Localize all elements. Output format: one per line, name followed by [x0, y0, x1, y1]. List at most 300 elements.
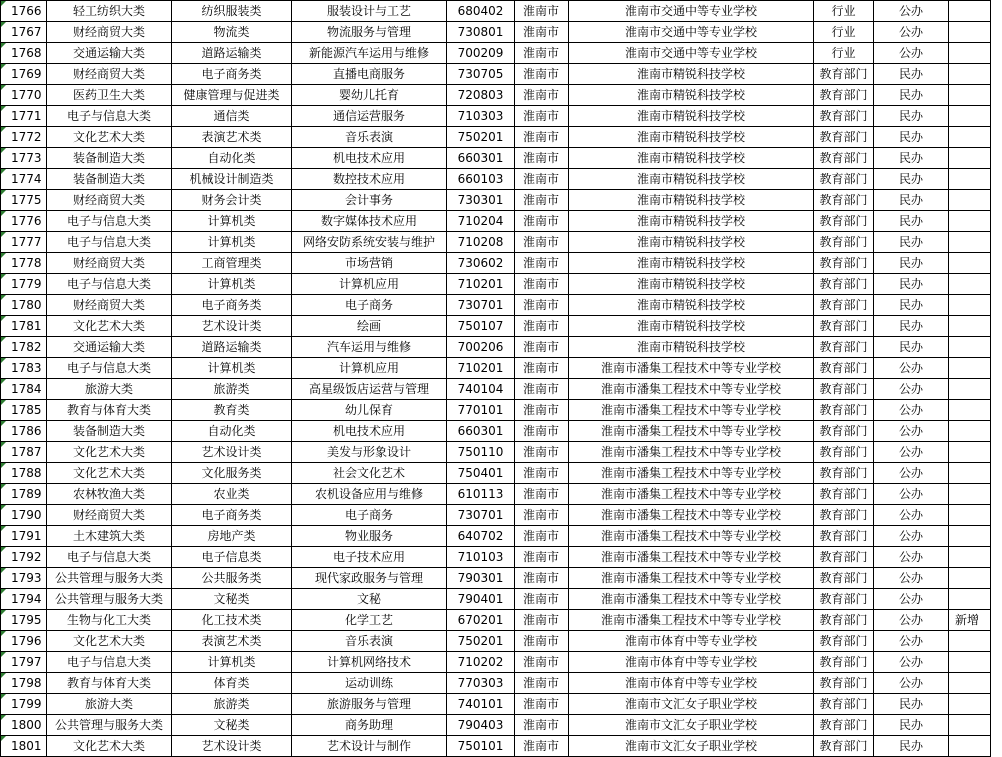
cell-note[interactable]	[949, 85, 991, 106]
cell-nature[interactable]: 民办	[874, 148, 949, 169]
cell-category[interactable]: 文化艺术大类	[47, 463, 172, 484]
cell-authority[interactable]: 教育部门	[814, 442, 874, 463]
cell-subcategory[interactable]: 财务会计类	[172, 190, 292, 211]
cell-city[interactable]: 淮南市	[515, 106, 569, 127]
cell-authority[interactable]: 教育部门	[814, 232, 874, 253]
cell-code[interactable]: 670201	[447, 610, 515, 631]
cell-city[interactable]: 淮南市	[515, 400, 569, 421]
cell-nature[interactable]: 公办	[874, 421, 949, 442]
cell-school[interactable]: 淮南市精锐科技学校	[569, 274, 814, 295]
cell-seq[interactable]: 1782	[1, 337, 47, 358]
cell-city[interactable]: 淮南市	[515, 673, 569, 694]
cell-school[interactable]: 淮南市潘集工程技术中等专业学校	[569, 589, 814, 610]
cell-seq[interactable]: 1769	[1, 64, 47, 85]
cell-nature[interactable]: 民办	[874, 211, 949, 232]
cell-seq[interactable]: 1768	[1, 43, 47, 64]
cell-note[interactable]: 新增	[949, 610, 991, 631]
cell-category[interactable]: 公共管理与服务大类	[47, 589, 172, 610]
cell-category[interactable]: 公共管理与服务大类	[47, 568, 172, 589]
cell-seq[interactable]: 1796	[1, 631, 47, 652]
cell-city[interactable]: 淮南市	[515, 190, 569, 211]
cell-note[interactable]	[949, 631, 991, 652]
cell-school[interactable]: 淮南市交通中等专业学校	[569, 22, 814, 43]
cell-subcategory[interactable]: 表演艺术类	[172, 127, 292, 148]
cell-school[interactable]: 淮南市潘集工程技术中等专业学校	[569, 463, 814, 484]
cell-city[interactable]: 淮南市	[515, 274, 569, 295]
cell-code[interactable]: 610113	[447, 484, 515, 505]
cell-subcategory[interactable]: 健康管理与促进类	[172, 85, 292, 106]
cell-major[interactable]: 音乐表演	[292, 631, 447, 652]
cell-nature[interactable]: 公办	[874, 673, 949, 694]
cell-authority[interactable]: 教育部门	[814, 400, 874, 421]
cell-code[interactable]: 680402	[447, 1, 515, 22]
cell-city[interactable]: 淮南市	[515, 148, 569, 169]
cell-category[interactable]: 财经商贸大类	[47, 253, 172, 274]
cell-authority[interactable]: 教育部门	[814, 652, 874, 673]
cell-note[interactable]	[949, 337, 991, 358]
cell-subcategory[interactable]: 电子商务类	[172, 505, 292, 526]
cell-subcategory[interactable]: 计算机类	[172, 232, 292, 253]
cell-seq[interactable]: 1801	[1, 736, 47, 757]
cell-major[interactable]: 直播电商服务	[292, 64, 447, 85]
cell-school[interactable]: 淮南市体育中等专业学校	[569, 652, 814, 673]
cell-note[interactable]	[949, 421, 991, 442]
cell-note[interactable]	[949, 484, 991, 505]
cell-nature[interactable]: 公办	[874, 484, 949, 505]
cell-school[interactable]: 淮南市交通中等专业学校	[569, 1, 814, 22]
cell-seq[interactable]: 1783	[1, 358, 47, 379]
cell-nature[interactable]: 民办	[874, 106, 949, 127]
cell-school[interactable]: 淮南市潘集工程技术中等专业学校	[569, 442, 814, 463]
cell-category[interactable]: 装备制造大类	[47, 169, 172, 190]
cell-note[interactable]	[949, 526, 991, 547]
cell-category[interactable]: 医药卫生大类	[47, 85, 172, 106]
cell-note[interactable]	[949, 379, 991, 400]
cell-seq[interactable]: 1786	[1, 421, 47, 442]
cell-authority[interactable]: 教育部门	[814, 568, 874, 589]
cell-category[interactable]: 电子与信息大类	[47, 106, 172, 127]
cell-school[interactable]: 淮南市文汇女子职业学校	[569, 715, 814, 736]
cell-seq[interactable]: 1794	[1, 589, 47, 610]
cell-category[interactable]: 财经商贸大类	[47, 295, 172, 316]
cell-city[interactable]: 淮南市	[515, 442, 569, 463]
cell-note[interactable]	[949, 64, 991, 85]
cell-authority[interactable]: 教育部门	[814, 148, 874, 169]
cell-nature[interactable]: 公办	[874, 505, 949, 526]
cell-seq[interactable]: 1785	[1, 400, 47, 421]
cell-category[interactable]: 土木建筑大类	[47, 526, 172, 547]
cell-school[interactable]: 淮南市体育中等专业学校	[569, 673, 814, 694]
cell-major[interactable]: 物业服务	[292, 526, 447, 547]
cell-city[interactable]: 淮南市	[515, 1, 569, 22]
cell-authority[interactable]: 教育部门	[814, 64, 874, 85]
cell-major[interactable]: 计算机应用	[292, 358, 447, 379]
cell-authority[interactable]: 教育部门	[814, 337, 874, 358]
cell-note[interactable]	[949, 106, 991, 127]
cell-city[interactable]: 淮南市	[515, 526, 569, 547]
cell-authority[interactable]: 教育部门	[814, 358, 874, 379]
cell-nature[interactable]: 公办	[874, 631, 949, 652]
cell-code[interactable]: 710103	[447, 547, 515, 568]
cell-nature[interactable]: 公办	[874, 547, 949, 568]
cell-nature[interactable]: 公办	[874, 610, 949, 631]
cell-seq[interactable]: 1797	[1, 652, 47, 673]
cell-note[interactable]	[949, 715, 991, 736]
cell-seq[interactable]: 1774	[1, 169, 47, 190]
cell-authority[interactable]: 教育部门	[814, 463, 874, 484]
cell-code[interactable]: 720803	[447, 85, 515, 106]
cell-city[interactable]: 淮南市	[515, 358, 569, 379]
cell-authority[interactable]: 教育部门	[814, 169, 874, 190]
cell-city[interactable]: 淮南市	[515, 589, 569, 610]
cell-nature[interactable]: 公办	[874, 589, 949, 610]
cell-school[interactable]: 淮南市精锐科技学校	[569, 337, 814, 358]
cell-school[interactable]: 淮南市精锐科技学校	[569, 127, 814, 148]
cell-category[interactable]: 文化艺术大类	[47, 631, 172, 652]
cell-major[interactable]: 商务助理	[292, 715, 447, 736]
cell-note[interactable]	[949, 148, 991, 169]
cell-authority[interactable]: 教育部门	[814, 694, 874, 715]
cell-seq[interactable]: 1776	[1, 211, 47, 232]
cell-major[interactable]: 网络安防系统安装与维护	[292, 232, 447, 253]
cell-note[interactable]	[949, 358, 991, 379]
cell-nature[interactable]: 民办	[874, 127, 949, 148]
cell-nature[interactable]: 公办	[874, 1, 949, 22]
cell-category[interactable]: 文化艺术大类	[47, 316, 172, 337]
cell-major[interactable]: 绘画	[292, 316, 447, 337]
cell-seq[interactable]: 1778	[1, 253, 47, 274]
cell-subcategory[interactable]: 文化服务类	[172, 463, 292, 484]
cell-authority[interactable]: 行业	[814, 1, 874, 22]
cell-category[interactable]: 财经商贸大类	[47, 64, 172, 85]
cell-code[interactable]: 790401	[447, 589, 515, 610]
cell-authority[interactable]: 教育部门	[814, 190, 874, 211]
cell-subcategory[interactable]: 旅游类	[172, 379, 292, 400]
cell-subcategory[interactable]: 文秘类	[172, 589, 292, 610]
cell-seq[interactable]: 1770	[1, 85, 47, 106]
cell-seq[interactable]: 1787	[1, 442, 47, 463]
cell-school[interactable]: 淮南市潘集工程技术中等专业学校	[569, 526, 814, 547]
cell-category[interactable]: 文化艺术大类	[47, 127, 172, 148]
cell-major[interactable]: 计算机应用	[292, 274, 447, 295]
cell-subcategory[interactable]: 电子商务类	[172, 64, 292, 85]
cell-code[interactable]: 730602	[447, 253, 515, 274]
cell-nature[interactable]: 民办	[874, 274, 949, 295]
cell-category[interactable]: 文化艺术大类	[47, 736, 172, 757]
cell-city[interactable]: 淮南市	[515, 736, 569, 757]
cell-authority[interactable]: 教育部门	[814, 484, 874, 505]
cell-category[interactable]: 教育与体育大类	[47, 673, 172, 694]
cell-code[interactable]: 740101	[447, 694, 515, 715]
cell-authority[interactable]: 教育部门	[814, 526, 874, 547]
cell-authority[interactable]: 教育部门	[814, 316, 874, 337]
cell-subcategory[interactable]: 计算机类	[172, 211, 292, 232]
cell-major[interactable]: 数字媒体技术应用	[292, 211, 447, 232]
cell-authority[interactable]: 教育部门	[814, 736, 874, 757]
cell-authority[interactable]: 教育部门	[814, 715, 874, 736]
cell-seq[interactable]: 1784	[1, 379, 47, 400]
cell-subcategory[interactable]: 自动化类	[172, 148, 292, 169]
cell-category[interactable]: 电子与信息大类	[47, 211, 172, 232]
cell-city[interactable]: 淮南市	[515, 379, 569, 400]
cell-subcategory[interactable]: 表演艺术类	[172, 631, 292, 652]
cell-nature[interactable]: 民办	[874, 190, 949, 211]
cell-seq[interactable]: 1792	[1, 547, 47, 568]
cell-seq[interactable]: 1781	[1, 316, 47, 337]
cell-code[interactable]: 750110	[447, 442, 515, 463]
cell-school[interactable]: 淮南市精锐科技学校	[569, 106, 814, 127]
cell-nature[interactable]: 公办	[874, 379, 949, 400]
cell-city[interactable]: 淮南市	[515, 337, 569, 358]
cell-note[interactable]	[949, 505, 991, 526]
cell-school[interactable]: 淮南市精锐科技学校	[569, 316, 814, 337]
cell-category[interactable]: 装备制造大类	[47, 148, 172, 169]
cell-seq[interactable]: 1780	[1, 295, 47, 316]
cell-city[interactable]: 淮南市	[515, 295, 569, 316]
cell-code[interactable]: 660103	[447, 169, 515, 190]
cell-school[interactable]: 淮南市精锐科技学校	[569, 253, 814, 274]
cell-nature[interactable]: 公办	[874, 442, 949, 463]
cell-school[interactable]: 淮南市精锐科技学校	[569, 211, 814, 232]
cell-nature[interactable]: 民办	[874, 253, 949, 274]
cell-nature[interactable]: 民办	[874, 169, 949, 190]
cell-authority[interactable]: 教育部门	[814, 631, 874, 652]
cell-authority[interactable]: 行业	[814, 22, 874, 43]
cell-category[interactable]: 交通运输大类	[47, 337, 172, 358]
cell-seq[interactable]: 1795	[1, 610, 47, 631]
cell-note[interactable]	[949, 253, 991, 274]
cell-major[interactable]: 运动训练	[292, 673, 447, 694]
cell-note[interactable]	[949, 22, 991, 43]
cell-subcategory[interactable]: 机械设计制造类	[172, 169, 292, 190]
cell-note[interactable]	[949, 1, 991, 22]
cell-major[interactable]: 汽车运用与维修	[292, 337, 447, 358]
cell-seq[interactable]: 1773	[1, 148, 47, 169]
cell-seq[interactable]: 1775	[1, 190, 47, 211]
cell-subcategory[interactable]: 电子信息类	[172, 547, 292, 568]
cell-nature[interactable]: 公办	[874, 400, 949, 421]
cell-major[interactable]: 幼儿保育	[292, 400, 447, 421]
cell-note[interactable]	[949, 673, 991, 694]
cell-nature[interactable]: 民办	[874, 232, 949, 253]
cell-major[interactable]: 机电技术应用	[292, 148, 447, 169]
cell-category[interactable]: 文化艺术大类	[47, 442, 172, 463]
cell-category[interactable]: 电子与信息大类	[47, 547, 172, 568]
cell-note[interactable]	[949, 43, 991, 64]
cell-major[interactable]: 艺术设计与制作	[292, 736, 447, 757]
cell-category[interactable]: 财经商贸大类	[47, 22, 172, 43]
cell-subcategory[interactable]: 房地产类	[172, 526, 292, 547]
cell-subcategory[interactable]: 公共服务类	[172, 568, 292, 589]
cell-category[interactable]: 交通运输大类	[47, 43, 172, 64]
cell-note[interactable]	[949, 274, 991, 295]
cell-code[interactable]: 790403	[447, 715, 515, 736]
cell-nature[interactable]: 公办	[874, 652, 949, 673]
cell-seq[interactable]: 1798	[1, 673, 47, 694]
cell-note[interactable]	[949, 442, 991, 463]
cell-code[interactable]: 750101	[447, 736, 515, 757]
cell-school[interactable]: 淮南市潘集工程技术中等专业学校	[569, 505, 814, 526]
cell-nature[interactable]: 民办	[874, 715, 949, 736]
cell-seq[interactable]: 1788	[1, 463, 47, 484]
cell-major[interactable]: 数控技术应用	[292, 169, 447, 190]
cell-code[interactable]: 730801	[447, 22, 515, 43]
cell-city[interactable]: 淮南市	[515, 22, 569, 43]
cell-major[interactable]: 美发与形象设计	[292, 442, 447, 463]
cell-code[interactable]: 730705	[447, 64, 515, 85]
cell-school[interactable]: 淮南市潘集工程技术中等专业学校	[569, 358, 814, 379]
cell-authority[interactable]: 行业	[814, 43, 874, 64]
cell-category[interactable]: 财经商贸大类	[47, 190, 172, 211]
cell-category[interactable]: 电子与信息大类	[47, 358, 172, 379]
cell-nature[interactable]: 公办	[874, 568, 949, 589]
cell-note[interactable]	[949, 400, 991, 421]
cell-city[interactable]: 淮南市	[515, 43, 569, 64]
cell-subcategory[interactable]: 纺织服装类	[172, 1, 292, 22]
cell-authority[interactable]: 教育部门	[814, 610, 874, 631]
cell-subcategory[interactable]: 艺术设计类	[172, 442, 292, 463]
cell-seq[interactable]: 1791	[1, 526, 47, 547]
cell-authority[interactable]: 教育部门	[814, 127, 874, 148]
cell-school[interactable]: 淮南市精锐科技学校	[569, 169, 814, 190]
cell-authority[interactable]: 教育部门	[814, 274, 874, 295]
cell-major[interactable]: 电子商务	[292, 295, 447, 316]
cell-code[interactable]: 700209	[447, 43, 515, 64]
cell-city[interactable]: 淮南市	[515, 568, 569, 589]
cell-city[interactable]: 淮南市	[515, 547, 569, 568]
cell-major[interactable]: 计算机网络技术	[292, 652, 447, 673]
cell-seq[interactable]: 1777	[1, 232, 47, 253]
cell-seq[interactable]: 1772	[1, 127, 47, 148]
cell-city[interactable]: 淮南市	[515, 505, 569, 526]
cell-nature[interactable]: 民办	[874, 85, 949, 106]
cell-school[interactable]: 淮南市精锐科技学校	[569, 295, 814, 316]
cell-code[interactable]: 750201	[447, 631, 515, 652]
cell-school[interactable]: 淮南市精锐科技学校	[569, 64, 814, 85]
cell-city[interactable]: 淮南市	[515, 85, 569, 106]
cell-nature[interactable]: 民办	[874, 295, 949, 316]
cell-category[interactable]: 公共管理与服务大类	[47, 715, 172, 736]
cell-city[interactable]: 淮南市	[515, 421, 569, 442]
cell-subcategory[interactable]: 文秘类	[172, 715, 292, 736]
cell-authority[interactable]: 教育部门	[814, 505, 874, 526]
cell-subcategory[interactable]: 计算机类	[172, 274, 292, 295]
cell-seq[interactable]: 1799	[1, 694, 47, 715]
cell-seq[interactable]: 1789	[1, 484, 47, 505]
cell-code[interactable]: 750107	[447, 316, 515, 337]
cell-code[interactable]: 710208	[447, 232, 515, 253]
cell-subcategory[interactable]: 化工技术类	[172, 610, 292, 631]
cell-note[interactable]	[949, 190, 991, 211]
cell-seq[interactable]: 1779	[1, 274, 47, 295]
cell-authority[interactable]: 教育部门	[814, 589, 874, 610]
cell-category[interactable]: 轻工纺织大类	[47, 1, 172, 22]
cell-school[interactable]: 淮南市交通中等专业学校	[569, 43, 814, 64]
cell-nature[interactable]: 民办	[874, 64, 949, 85]
cell-city[interactable]: 淮南市	[515, 64, 569, 85]
cell-major[interactable]: 物流服务与管理	[292, 22, 447, 43]
cell-subcategory[interactable]: 自动化类	[172, 421, 292, 442]
cell-major[interactable]: 现代家政服务与管理	[292, 568, 447, 589]
cell-authority[interactable]: 教育部门	[814, 547, 874, 568]
cell-school[interactable]: 淮南市文汇女子职业学校	[569, 694, 814, 715]
cell-seq[interactable]: 1800	[1, 715, 47, 736]
cell-major[interactable]: 市场营销	[292, 253, 447, 274]
cell-subcategory[interactable]: 道路运输类	[172, 337, 292, 358]
cell-code[interactable]: 750401	[447, 463, 515, 484]
cell-city[interactable]: 淮南市	[515, 232, 569, 253]
cell-major[interactable]: 文秘	[292, 589, 447, 610]
cell-code[interactable]: 640702	[447, 526, 515, 547]
cell-subcategory[interactable]: 体育类	[172, 673, 292, 694]
cell-nature[interactable]: 民办	[874, 736, 949, 757]
cell-major[interactable]: 机电技术应用	[292, 421, 447, 442]
cell-nature[interactable]: 民办	[874, 337, 949, 358]
cell-category[interactable]: 财经商贸大类	[47, 505, 172, 526]
cell-seq[interactable]: 1793	[1, 568, 47, 589]
cell-code[interactable]: 770303	[447, 673, 515, 694]
cell-seq[interactable]: 1771	[1, 106, 47, 127]
cell-authority[interactable]: 教育部门	[814, 379, 874, 400]
cell-nature[interactable]: 公办	[874, 43, 949, 64]
cell-code[interactable]: 710201	[447, 358, 515, 379]
cell-category[interactable]: 农林牧渔大类	[47, 484, 172, 505]
cell-nature[interactable]: 民办	[874, 316, 949, 337]
cell-note[interactable]	[949, 169, 991, 190]
cell-major[interactable]: 新能源汽车运用与维修	[292, 43, 447, 64]
cell-category[interactable]: 电子与信息大类	[47, 652, 172, 673]
cell-city[interactable]: 淮南市	[515, 631, 569, 652]
cell-note[interactable]	[949, 568, 991, 589]
cell-code[interactable]: 700206	[447, 337, 515, 358]
cell-city[interactable]: 淮南市	[515, 652, 569, 673]
cell-code[interactable]: 770101	[447, 400, 515, 421]
cell-major[interactable]: 社会文化艺术	[292, 463, 447, 484]
cell-category[interactable]: 生物与化工大类	[47, 610, 172, 631]
cell-code[interactable]: 740104	[447, 379, 515, 400]
cell-major[interactable]: 通信运营服务	[292, 106, 447, 127]
cell-authority[interactable]: 教育部门	[814, 85, 874, 106]
cell-subcategory[interactable]: 计算机类	[172, 358, 292, 379]
cell-nature[interactable]: 公办	[874, 463, 949, 484]
cell-authority[interactable]: 教育部门	[814, 421, 874, 442]
cell-category[interactable]: 旅游大类	[47, 379, 172, 400]
cell-note[interactable]	[949, 127, 991, 148]
cell-note[interactable]	[949, 211, 991, 232]
cell-subcategory[interactable]: 道路运输类	[172, 43, 292, 64]
cell-school[interactable]: 淮南市潘集工程技术中等专业学校	[569, 400, 814, 421]
cell-code[interactable]: 730701	[447, 295, 515, 316]
cell-authority[interactable]: 教育部门	[814, 253, 874, 274]
cell-nature[interactable]: 公办	[874, 526, 949, 547]
cell-subcategory[interactable]: 电子商务类	[172, 295, 292, 316]
cell-city[interactable]: 淮南市	[515, 463, 569, 484]
cell-code[interactable]: 660301	[447, 421, 515, 442]
cell-code[interactable]: 710303	[447, 106, 515, 127]
cell-city[interactable]: 淮南市	[515, 169, 569, 190]
cell-authority[interactable]: 教育部门	[814, 106, 874, 127]
cell-note[interactable]	[949, 295, 991, 316]
cell-note[interactable]	[949, 232, 991, 253]
cell-major[interactable]: 音乐表演	[292, 127, 447, 148]
cell-category[interactable]: 教育与体育大类	[47, 400, 172, 421]
cell-school[interactable]: 淮南市潘集工程技术中等专业学校	[569, 568, 814, 589]
cell-nature[interactable]: 公办	[874, 22, 949, 43]
cell-major[interactable]: 会计事务	[292, 190, 447, 211]
cell-school[interactable]: 淮南市精锐科技学校	[569, 232, 814, 253]
cell-code[interactable]: 710201	[447, 274, 515, 295]
cell-note[interactable]	[949, 736, 991, 757]
